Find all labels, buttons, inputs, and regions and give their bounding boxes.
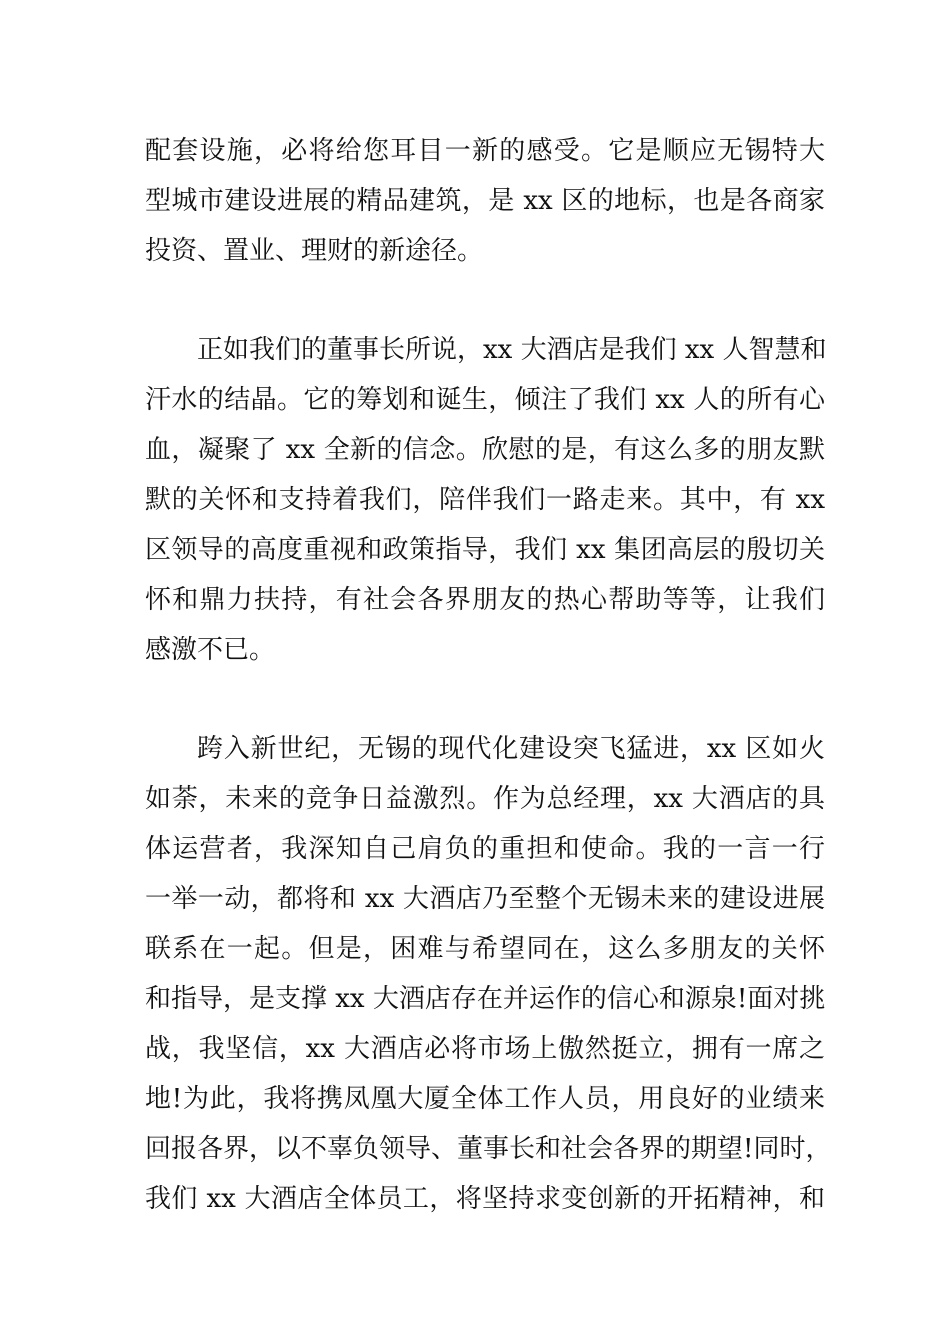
text-line: 我们 xx 大酒店全体员工，将坚持求变创新的开拓精神，和: [145, 1184, 825, 1214]
text-line: 联系在一起。但是，困难与希望同在，这么多朋友的关怀: [145, 934, 825, 964]
text-line: 跨入新世纪，无锡的现代化建设突飞猛进，xx 区如火: [197, 734, 825, 764]
text-line: 区领导的高度重视和政策指导，我们 xx 集团高层的殷切关: [145, 535, 825, 565]
text-line: 汗水的结晶。它的筹划和诞生，倾注了我们 xx 人的所有心: [145, 385, 825, 415]
text-line: 和指导，是支撑 xx 大酒店存在并运作的信心和源泉!面对挑: [145, 984, 826, 1014]
paragraph-new-century: [145, 724, 832, 1224]
text-line: 战，我坚信，xx 大酒店必将市场上傲然挺立，拥有一席之: [145, 1034, 825, 1064]
text-line: 回报各界，以不辜负领导、董事长和社会各界的期望!同时，: [145, 1134, 832, 1164]
text-line: 感激不已。: [145, 635, 276, 665]
text-line: 正如我们的董事长所说，xx 大酒店是我们 xx 人智慧和: [197, 335, 827, 365]
text-line: 投资、置业、理财的新途径。: [145, 236, 484, 266]
text-line: 如荼，未来的竞争日益激烈。作为总经理，xx 大酒店的具: [145, 784, 825, 814]
text-line: 地!为此，我将携凤凰大厦全体工作人员，用良好的业绩来: [145, 1084, 825, 1114]
text-line: 型城市建设进展的精品建筑，是 xx 区的地标，也是各商家: [145, 186, 825, 216]
paragraph-continuation: [145, 126, 825, 276]
paragraph-chairman: [145, 325, 825, 675]
text-line: 配套设施，必将给您耳目一新的感受。它是顺应无锡特大: [145, 136, 825, 166]
text-line: 体运营者，我深知自己肩负的重担和使命。我的一言一行: [145, 834, 825, 864]
text-line: 默的关怀和支持着我们，陪伴我们一路走来。其中，有 xx: [145, 485, 825, 515]
text-line: 血，凝聚了 xx 全新的信念。欣慰的是，有这么多的朋友默: [145, 435, 825, 465]
text-line: 怀和鼎力扶持，有社会各界朋友的热心帮助等等，让我们: [145, 585, 825, 615]
text-line: 一举一动，都将和 xx 大酒店乃至整个无锡未来的建设进展: [145, 884, 825, 914]
